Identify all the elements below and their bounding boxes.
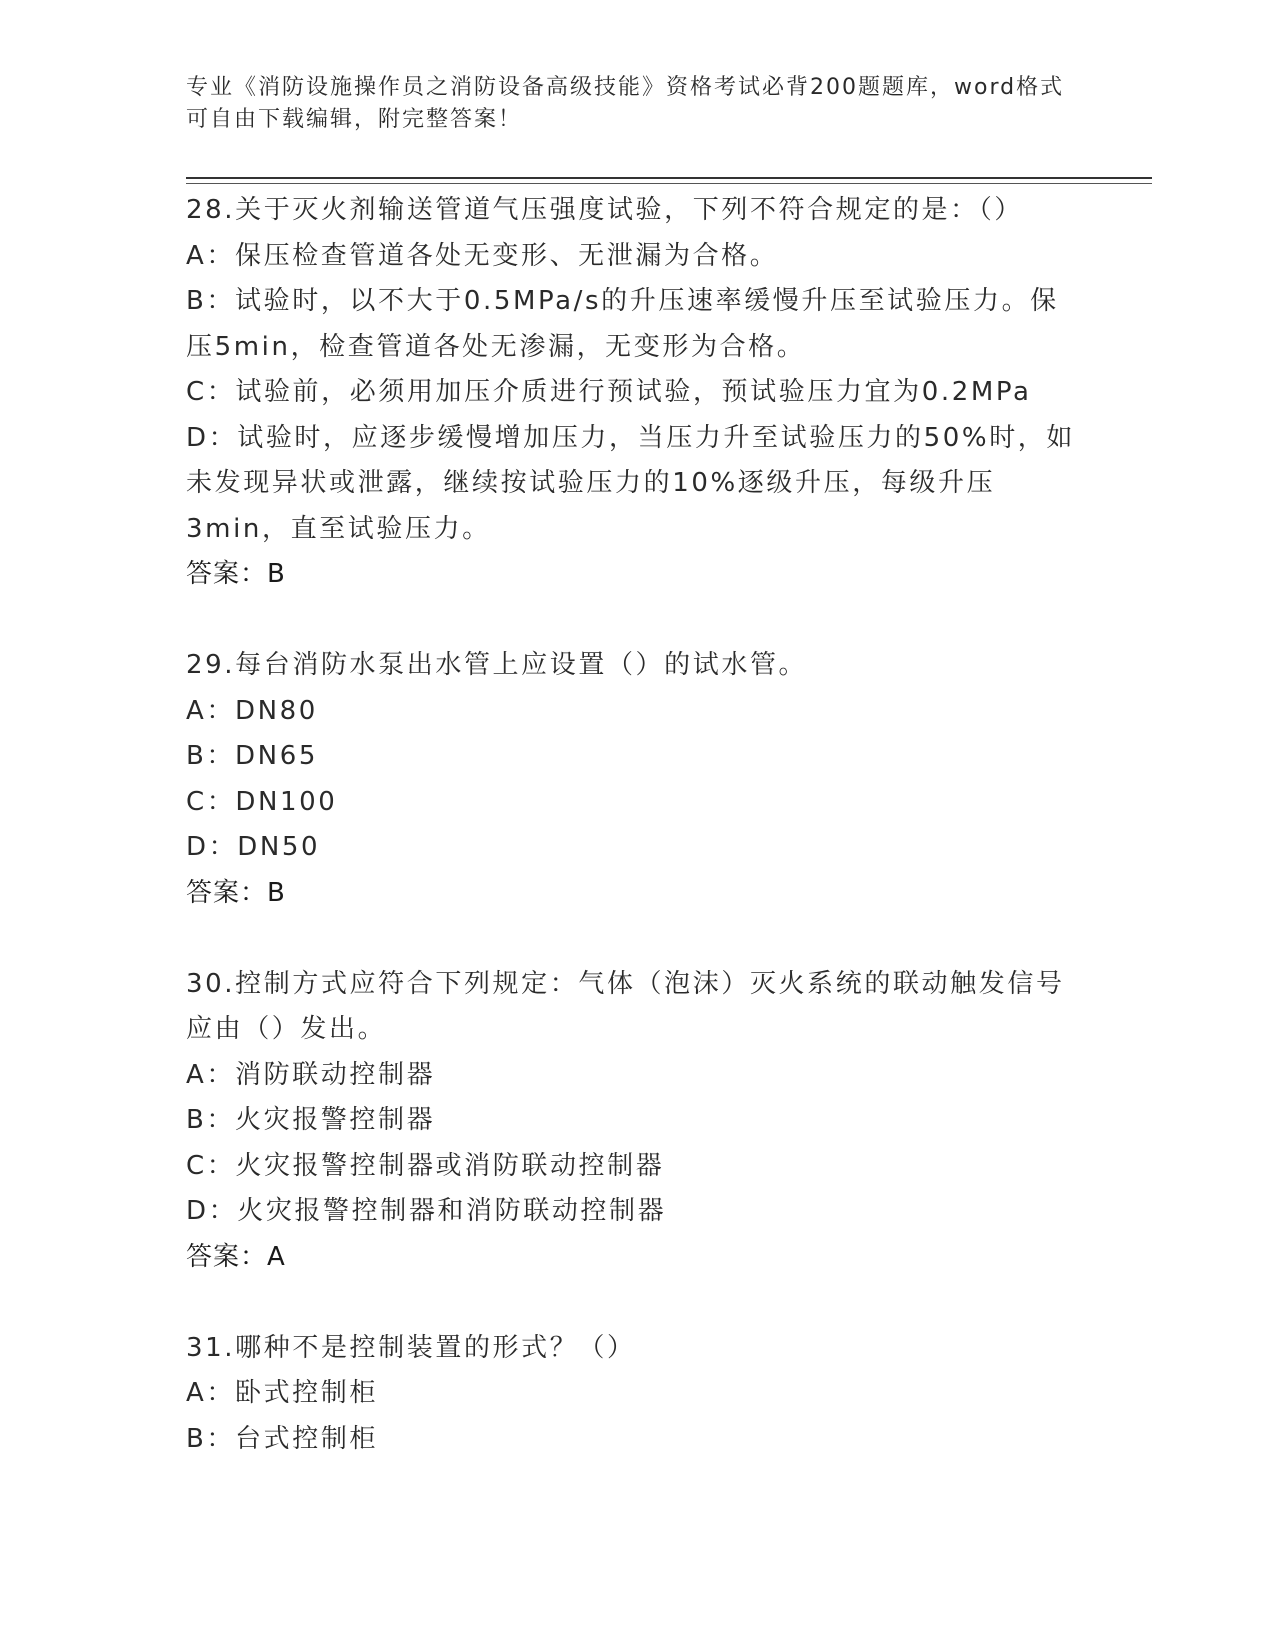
option-d: D：试验时，应逐步缓慢增加压力，当压力升至试验压力的50%时，如未发现异状或泄露，继续按试验压力的10%逐级升压，每级升压3min，直至试验压力。 (186, 422, 1076, 544)
question-31 (186, 1326, 1086, 1463)
option-b: B：DN65 (186, 741, 318, 771)
option-b: B：台式控制柜 (186, 1423, 379, 1454)
option-a: A：保压检查管道各处无变形、无泄漏为合格。 (186, 240, 779, 271)
answer-line: 答案：B (186, 559, 286, 589)
answer-line: 答案：A (186, 1241, 286, 1272)
question-spacer (186, 1280, 1086, 1326)
answer-line: 答案：B (186, 877, 286, 908)
option-a: A：卧式控制柜 (186, 1378, 378, 1408)
question-29 (186, 643, 1086, 916)
question-spacer (186, 916, 1086, 962)
header-divider-thick (186, 177, 1152, 179)
question-28 (186, 188, 1086, 598)
question-text: 28.关于灭火剂输送管道气压强度试验，下列不符合规定的是：（） (186, 195, 1023, 225)
question-text: 30.控制方式应符合下列规定：气体（泡沫）灭火系统的联动触发信号应由（）发出。 (186, 968, 1065, 1044)
document-header: 专业《消防设施操作员之消防设备高级技能》资格考试必背200题题库，word格式可自由下载编辑，附完整答案！ (186, 75, 1065, 132)
option-a: A：DN80 (186, 695, 318, 726)
option-d: D：DN50 (186, 832, 321, 862)
option-c: C：火灾报警控制器或消防联动控制器 (186, 1150, 665, 1181)
question-list (186, 188, 1086, 1462)
option-a: A：消防联动控制器 (186, 1059, 436, 1090)
header-divider-thin (186, 183, 1152, 184)
question-spacer (186, 598, 1086, 644)
question-text: 31.哪种不是控制装置的形式？（） (186, 1332, 636, 1363)
option-b: B：试验时，以不大于0.5MPa/s的升压速率缓慢升压至试验压力。保压5min，检查管道各处无渗漏，无变形为合格。 (186, 286, 1059, 362)
option-d: D：火灾报警控制器和消防联动控制器 (186, 1196, 667, 1226)
option-c: C：DN100 (186, 786, 338, 817)
question-text: 29.每台消防水泵出水管上应设置（）的试水管。 (186, 650, 808, 680)
option-b: B：火灾报警控制器 (186, 1105, 436, 1135)
question-30 (186, 962, 1086, 1281)
option-c: C：试验前，必须用加压介质进行预试验，预试验压力宜为0.2MPa (186, 377, 1032, 407)
